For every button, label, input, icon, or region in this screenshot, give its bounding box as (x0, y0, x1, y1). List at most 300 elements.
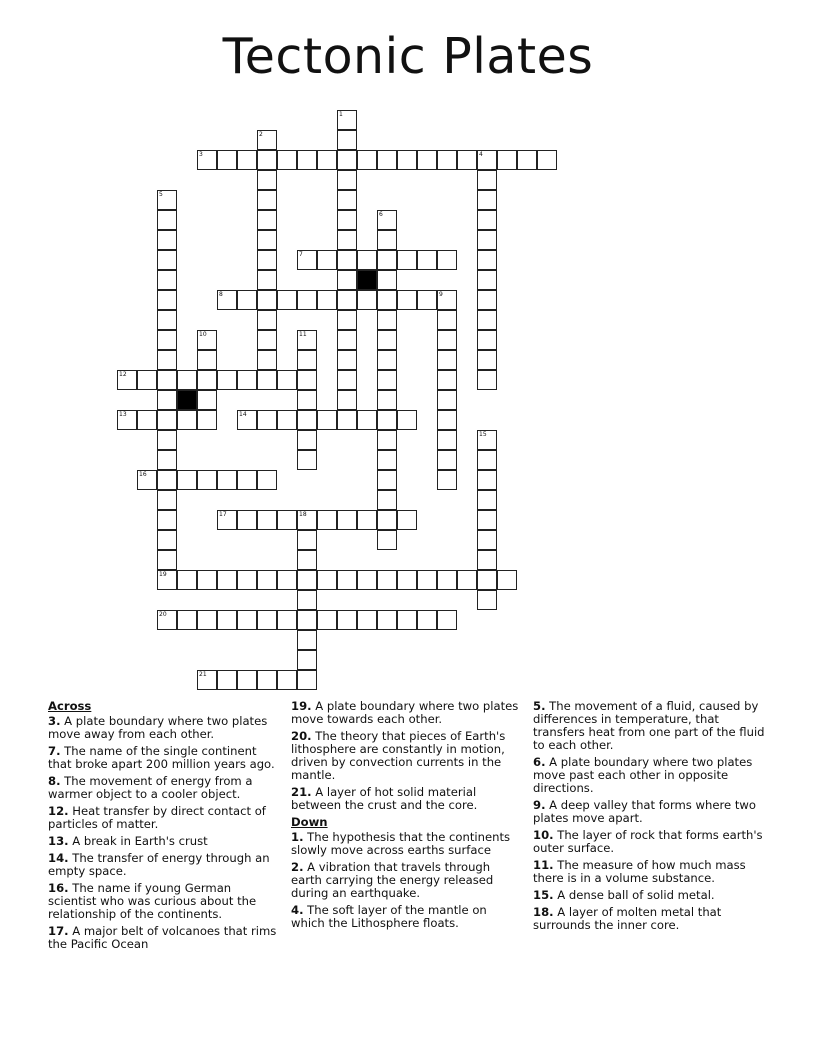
across-clue (291, 700, 523, 726)
grid-cell[interactable] (477, 370, 497, 390)
across-clue (48, 925, 280, 951)
grid-cell[interactable] (337, 570, 357, 590)
grid-cell[interactable] (477, 210, 497, 230)
grid-cell[interactable] (157, 490, 177, 510)
grid-cell[interactable] (197, 330, 217, 350)
grid-cell[interactable] (377, 430, 397, 450)
grid-cell[interactable] (277, 510, 297, 530)
grid-cell[interactable] (177, 570, 197, 590)
grid-cell[interactable] (157, 230, 177, 250)
grid-cell[interactable] (177, 610, 197, 630)
grid-cell[interactable] (257, 570, 277, 590)
clue-number: 7 (299, 251, 303, 258)
across-clue (48, 852, 280, 878)
grid-cell[interactable] (417, 610, 437, 630)
clue-number-label: 2. (291, 860, 304, 874)
clue-text: The name of the single continent that broke apart 200 million years ago. (48, 744, 275, 771)
grid-cell[interactable] (157, 250, 177, 270)
grid-cell[interactable] (137, 370, 157, 390)
grid-cell[interactable] (277, 670, 297, 690)
grid-cell[interactable] (237, 290, 257, 310)
grid-cell[interactable] (377, 490, 397, 510)
clue-text: The movement of energy from a warmer object to a cooler object. (48, 774, 253, 801)
grid-cell[interactable] (157, 190, 177, 210)
clue-number-label: 13. (48, 834, 69, 848)
grid-cell[interactable] (137, 470, 157, 490)
grid-cell[interactable] (257, 190, 277, 210)
grid-cell[interactable] (437, 250, 457, 270)
grid-cell[interactable] (397, 290, 417, 310)
grid-cell[interactable] (297, 370, 317, 390)
grid-cell[interactable] (537, 150, 557, 170)
grid-cell[interactable] (157, 530, 177, 550)
grid-cell[interactable] (417, 150, 437, 170)
grid-cell[interactable] (177, 470, 197, 490)
clue-text: A plate boundary where two plates move towards each other. (291, 699, 519, 726)
grid-cell[interactable] (477, 350, 497, 370)
clue-number: 14 (239, 411, 247, 418)
grid-cell[interactable] (437, 450, 457, 470)
grid-cell[interactable] (437, 430, 457, 450)
grid-cell[interactable] (437, 610, 457, 630)
grid-cell[interactable] (157, 370, 177, 390)
grid-cell[interactable] (477, 270, 497, 290)
grid-cell[interactable] (477, 150, 497, 170)
grid-cell[interactable] (337, 310, 357, 330)
grid-cell[interactable] (437, 410, 457, 430)
grid-cell[interactable] (417, 570, 437, 590)
clue-number-label: 19. (291, 699, 312, 713)
grid-cell[interactable] (137, 410, 157, 430)
grid-cell[interactable] (357, 290, 377, 310)
grid-cell[interactable] (157, 450, 177, 470)
grid-cell[interactable] (197, 670, 217, 690)
grid-cell[interactable] (257, 130, 277, 150)
grid-cell[interactable] (157, 390, 177, 410)
grid-cell[interactable] (177, 410, 197, 430)
across-clue (48, 775, 280, 801)
grid-cell[interactable] (437, 350, 457, 370)
clue-number: 6 (379, 211, 383, 218)
grid-cell[interactable] (197, 610, 217, 630)
grid-cell[interactable] (357, 610, 377, 630)
grid-cell[interactable] (477, 290, 497, 310)
clue-text: The layer of rock that forms earth's outer surface. (533, 828, 763, 855)
grid-cell[interactable] (337, 150, 357, 170)
down-clue (533, 906, 769, 932)
clue-number: 4 (479, 151, 483, 158)
grid-cell[interactable] (437, 390, 457, 410)
clue-number: 18 (299, 511, 307, 518)
grid-cell[interactable] (497, 570, 517, 590)
grid-cell[interactable] (297, 570, 317, 590)
grid-cell[interactable] (217, 370, 237, 390)
grid-cell[interactable] (257, 150, 277, 170)
grid-cell[interactable] (197, 370, 217, 390)
grid-cell[interactable] (317, 410, 337, 430)
grid-cell[interactable] (437, 370, 457, 390)
grid-cell[interactable] (257, 230, 277, 250)
grid-cell[interactable] (297, 590, 317, 610)
grid-cell[interactable] (257, 610, 277, 630)
grid-cell[interactable] (217, 470, 237, 490)
grid-cell[interactable] (277, 610, 297, 630)
clue-number: 9 (439, 291, 443, 298)
clue-text: A vibration that travels through earth carrying the energy released during an earthquake. (291, 860, 494, 900)
grid-cell[interactable] (437, 150, 457, 170)
grid-cell[interactable] (317, 250, 337, 270)
grid-cell[interactable] (357, 510, 377, 530)
grid-cell[interactable] (197, 350, 217, 370)
down-clue (533, 889, 769, 902)
clue-number-label: 10. (533, 828, 554, 842)
grid-cell[interactable] (217, 570, 237, 590)
down-clue (291, 904, 523, 930)
grid-cell[interactable] (297, 450, 317, 470)
grid-cell[interactable] (237, 370, 257, 390)
grid-cell[interactable] (157, 410, 177, 430)
grid-cell[interactable] (477, 590, 497, 610)
grid-cell[interactable] (397, 570, 417, 590)
grid-cell[interactable] (157, 610, 177, 630)
puzzle-title: Tectonic Plates (222, 28, 594, 85)
grid-cell[interactable] (477, 570, 497, 590)
grid-cell[interactable] (377, 530, 397, 550)
grid-cell[interactable] (337, 390, 357, 410)
grid-cell[interactable] (157, 290, 177, 310)
grid-cell[interactable] (157, 330, 177, 350)
grid-cell[interactable] (277, 370, 297, 390)
clues-column-1 (48, 700, 280, 955)
grid-cell[interactable] (337, 370, 357, 390)
grid-cell[interactable] (477, 230, 497, 250)
grid-cell[interactable] (377, 150, 397, 170)
grid-cell[interactable] (297, 350, 317, 370)
grid-cell[interactable] (457, 570, 477, 590)
grid-cell[interactable] (377, 330, 397, 350)
grid-cell[interactable] (397, 510, 417, 530)
grid-cell[interactable] (357, 250, 377, 270)
clue-number: 2 (259, 131, 263, 138)
grid-cell[interactable] (397, 150, 417, 170)
clue-text: A layer of hot solid material between the crust and the core. (291, 785, 478, 812)
clue-number: 16 (139, 471, 147, 478)
clue-number-label: 12. (48, 804, 69, 818)
clue-number: 15 (479, 431, 487, 438)
grid-cell[interactable] (277, 150, 297, 170)
grid-cell[interactable] (297, 650, 317, 670)
grid-cell[interactable] (157, 270, 177, 290)
grid-cell[interactable] (317, 610, 337, 630)
grid-cell[interactable] (317, 290, 337, 310)
clue-number: 10 (199, 331, 207, 338)
grid-cell[interactable] (437, 570, 457, 590)
grid-cell[interactable] (417, 290, 437, 310)
grid-cell[interactable] (337, 290, 357, 310)
grid-cell[interactable] (297, 670, 317, 690)
clue-number: 12 (119, 371, 127, 378)
grid-cell[interactable] (297, 390, 317, 410)
grid-cell[interactable] (117, 370, 137, 390)
grid-cell[interactable] (357, 410, 377, 430)
down-clue (533, 859, 769, 885)
grid-cell[interactable] (457, 150, 477, 170)
grid-cell[interactable] (377, 470, 397, 490)
clue-number-label: 7. (48, 744, 61, 758)
grid-cell[interactable] (237, 570, 257, 590)
grid-cell[interactable] (197, 150, 217, 170)
clue-number-label: 14. (48, 851, 69, 865)
clue-number: 13 (119, 411, 127, 418)
grid-cell[interactable] (317, 570, 337, 590)
grid-cell[interactable] (337, 170, 357, 190)
clue-text: The name if young German scientist who was curious about the relationship of the continents. (48, 881, 257, 921)
grid-cell[interactable] (377, 210, 397, 230)
clue-number: 1 (339, 111, 343, 118)
grid-cell[interactable] (237, 470, 257, 490)
grid-cell[interactable] (257, 330, 277, 350)
grid-cell[interactable] (377, 570, 397, 590)
grid-cell[interactable] (117, 410, 137, 430)
grid-cell[interactable] (257, 310, 277, 330)
grid-cell[interactable] (297, 630, 317, 650)
grid-cell[interactable] (377, 290, 397, 310)
grid-cell[interactable] (297, 410, 317, 430)
grid-cell[interactable] (477, 470, 497, 490)
grid-cell[interactable] (497, 150, 517, 170)
grid-cell[interactable] (177, 370, 197, 390)
grid-cell[interactable] (337, 270, 357, 290)
grid-cell[interactable] (337, 210, 357, 230)
grid-cell[interactable] (257, 270, 277, 290)
clue-number-label: 5. (533, 699, 546, 713)
down-clue (533, 756, 769, 795)
grid-cell[interactable] (197, 570, 217, 590)
clue-number: 20 (159, 611, 167, 618)
grid-cell[interactable] (477, 450, 497, 470)
clue-text: A plate boundary where two plates move away from each other. (48, 714, 268, 741)
clue-text: A break in Earth's crust (68, 834, 208, 848)
grid-cell[interactable] (257, 410, 277, 430)
grid-cell[interactable] (357, 570, 377, 590)
down-clue (291, 831, 523, 857)
grid-cell[interactable] (157, 350, 177, 370)
down-heading: Down (291, 815, 328, 829)
grid-cell[interactable] (257, 370, 277, 390)
grid-cell[interactable] (277, 570, 297, 590)
grid-cell[interactable] (337, 350, 357, 370)
clue-number: 11 (299, 331, 307, 338)
grid-cell[interactable] (337, 410, 357, 430)
across-clue (48, 715, 280, 741)
grid-cell[interactable] (237, 670, 257, 690)
grid-cell[interactable] (297, 550, 317, 570)
grid-cell[interactable] (337, 610, 357, 630)
clue-text: A layer of molten metal that surrounds the inner core. (533, 905, 722, 932)
clue-number-label: 6. (533, 755, 546, 769)
grid-cell[interactable] (217, 290, 237, 310)
grid-cell[interactable] (297, 510, 317, 530)
grid-cell[interactable] (157, 430, 177, 450)
clue-number-label: 4. (291, 903, 304, 917)
grid-cell[interactable] (297, 530, 317, 550)
grid-cell[interactable] (477, 170, 497, 190)
grid-cell[interactable] (257, 170, 277, 190)
grid-cell[interactable] (437, 290, 457, 310)
grid-cell[interactable] (377, 230, 397, 250)
grid-cell[interactable] (337, 330, 357, 350)
grid-cell[interactable] (377, 450, 397, 470)
grid-cell[interactable] (217, 610, 237, 630)
grid-cell[interactable] (257, 350, 277, 370)
grid-cell[interactable] (437, 330, 457, 350)
clue-number-label: 11. (533, 858, 554, 872)
grid-cell[interactable] (377, 310, 397, 330)
grid-cell[interactable] (217, 150, 237, 170)
block-cell (357, 270, 377, 290)
grid-cell[interactable] (297, 290, 317, 310)
clue-text: The theory that pieces of Earth's lithosphere are constantly in motion, driven by convection currents in the mantle. (291, 729, 506, 782)
grid-cell[interactable] (317, 150, 337, 170)
grid-cell[interactable] (197, 390, 217, 410)
grid-cell[interactable] (477, 490, 497, 510)
grid-cell[interactable] (157, 550, 177, 570)
grid-cell[interactable] (377, 370, 397, 390)
clue-number-label: 9. (533, 798, 546, 812)
grid-cell[interactable] (237, 510, 257, 530)
across-clue (48, 805, 280, 831)
grid-cell[interactable] (397, 410, 417, 430)
grid-cell[interactable] (337, 190, 357, 210)
grid-cell[interactable] (257, 290, 277, 310)
grid-cell[interactable] (477, 510, 497, 530)
grid-cell[interactable] (377, 410, 397, 430)
grid-cell[interactable] (437, 310, 457, 330)
clue-number: 8 (219, 291, 223, 298)
clue-text: Heat transfer by direct contact of particles of matter. (48, 804, 266, 831)
grid-cell[interactable] (477, 530, 497, 550)
grid-cell[interactable] (257, 250, 277, 270)
grid-cell[interactable] (197, 470, 217, 490)
grid-cell[interactable] (197, 410, 217, 430)
down-clue (533, 700, 769, 752)
grid-cell[interactable] (357, 150, 377, 170)
grid-cell[interactable] (477, 310, 497, 330)
clue-number: 17 (219, 511, 227, 518)
grid-cell[interactable] (477, 250, 497, 270)
grid-cell[interactable] (337, 230, 357, 250)
grid-cell[interactable] (477, 550, 497, 570)
clue-number: 3 (199, 151, 203, 158)
grid-cell[interactable] (337, 110, 357, 130)
down-clue (533, 829, 769, 855)
grid-cell[interactable] (157, 210, 177, 230)
clue-number-label: 20. (291, 729, 312, 743)
grid-cell[interactable] (157, 510, 177, 530)
grid-cell[interactable] (237, 410, 257, 430)
grid-cell[interactable] (257, 670, 277, 690)
clue-number: 5 (159, 191, 163, 198)
grid-cell[interactable] (237, 610, 257, 630)
grid-cell[interactable] (477, 190, 497, 210)
grid-cell[interactable] (477, 330, 497, 350)
grid-cell[interactable] (337, 510, 357, 530)
clue-number-label: 18. (533, 905, 554, 919)
across-heading: Across (48, 699, 92, 713)
grid-cell[interactable] (377, 350, 397, 370)
down-clue (291, 861, 523, 900)
clue-text: A major belt of volcanoes that rims the Pacific Ocean (48, 924, 277, 951)
clue-number-label: 8. (48, 774, 61, 788)
grid-cell[interactable] (397, 250, 417, 270)
grid-cell[interactable] (157, 470, 177, 490)
grid-cell[interactable] (337, 130, 357, 150)
clues-column-3 (533, 700, 769, 936)
clue-number-label: 1. (291, 830, 304, 844)
grid-cell[interactable] (377, 390, 397, 410)
grid-cell[interactable] (297, 150, 317, 170)
grid-cell[interactable] (477, 430, 497, 450)
clue-text: A deep valley that forms where two plates move apart. (533, 798, 756, 825)
grid-cell[interactable] (257, 470, 277, 490)
down-clue (533, 799, 769, 825)
grid-cell[interactable] (217, 510, 237, 530)
grid-cell[interactable] (157, 310, 177, 330)
grid-cell[interactable] (377, 510, 397, 530)
block-cell (177, 390, 197, 410)
grid-cell[interactable] (417, 250, 437, 270)
clue-number-label: 16. (48, 881, 69, 895)
grid-cell[interactable] (297, 610, 317, 630)
across-clue (291, 730, 523, 782)
grid-cell[interactable] (437, 470, 457, 490)
grid-cell[interactable] (217, 670, 237, 690)
grid-cell[interactable] (517, 150, 537, 170)
clue-number-label: 15. (533, 888, 554, 902)
clue-text: The movement of a fluid, caused by differences in temperature, that transfers heat from one part of the fluid to each other. (533, 699, 765, 752)
across-clue (48, 835, 280, 848)
grid-cell[interactable] (297, 330, 317, 350)
clue-number: 19 (159, 571, 167, 578)
clue-text: The soft layer of the mantle on which the Lithosphere floats. (291, 903, 487, 930)
clue-text: A dense ball of solid metal. (553, 888, 715, 902)
grid-cell[interactable] (317, 510, 337, 530)
grid-cell[interactable] (377, 270, 397, 290)
grid-cell[interactable] (257, 510, 277, 530)
grid-cell[interactable] (257, 210, 277, 230)
clues-column-2 (291, 700, 523, 934)
across-clue (48, 882, 280, 921)
clue-number-label: 21. (291, 785, 312, 799)
clue-text: The measure of how much mass there is in a volume substance. (533, 858, 746, 885)
grid-cell[interactable] (377, 610, 397, 630)
grid-cell[interactable] (337, 250, 357, 270)
clue-text: A plate boundary where two plates move past each other in opposite directions. (533, 755, 753, 795)
grid-cell[interactable] (237, 150, 257, 170)
clue-text: The hypothesis that the continents slowly move across earths surface (291, 830, 511, 857)
grid-cell[interactable] (397, 610, 417, 630)
grid-cell[interactable] (377, 250, 397, 270)
grid-cell[interactable] (277, 290, 297, 310)
across-clue (291, 786, 523, 812)
grid-cell[interactable] (157, 570, 177, 590)
clue-text: The transfer of energy through an empty space. (48, 851, 270, 878)
across-clue (48, 745, 280, 771)
grid-cell[interactable] (277, 410, 297, 430)
grid-cell[interactable] (297, 250, 317, 270)
clue-number-label: 17. (48, 924, 69, 938)
grid-cell[interactable] (297, 430, 317, 450)
